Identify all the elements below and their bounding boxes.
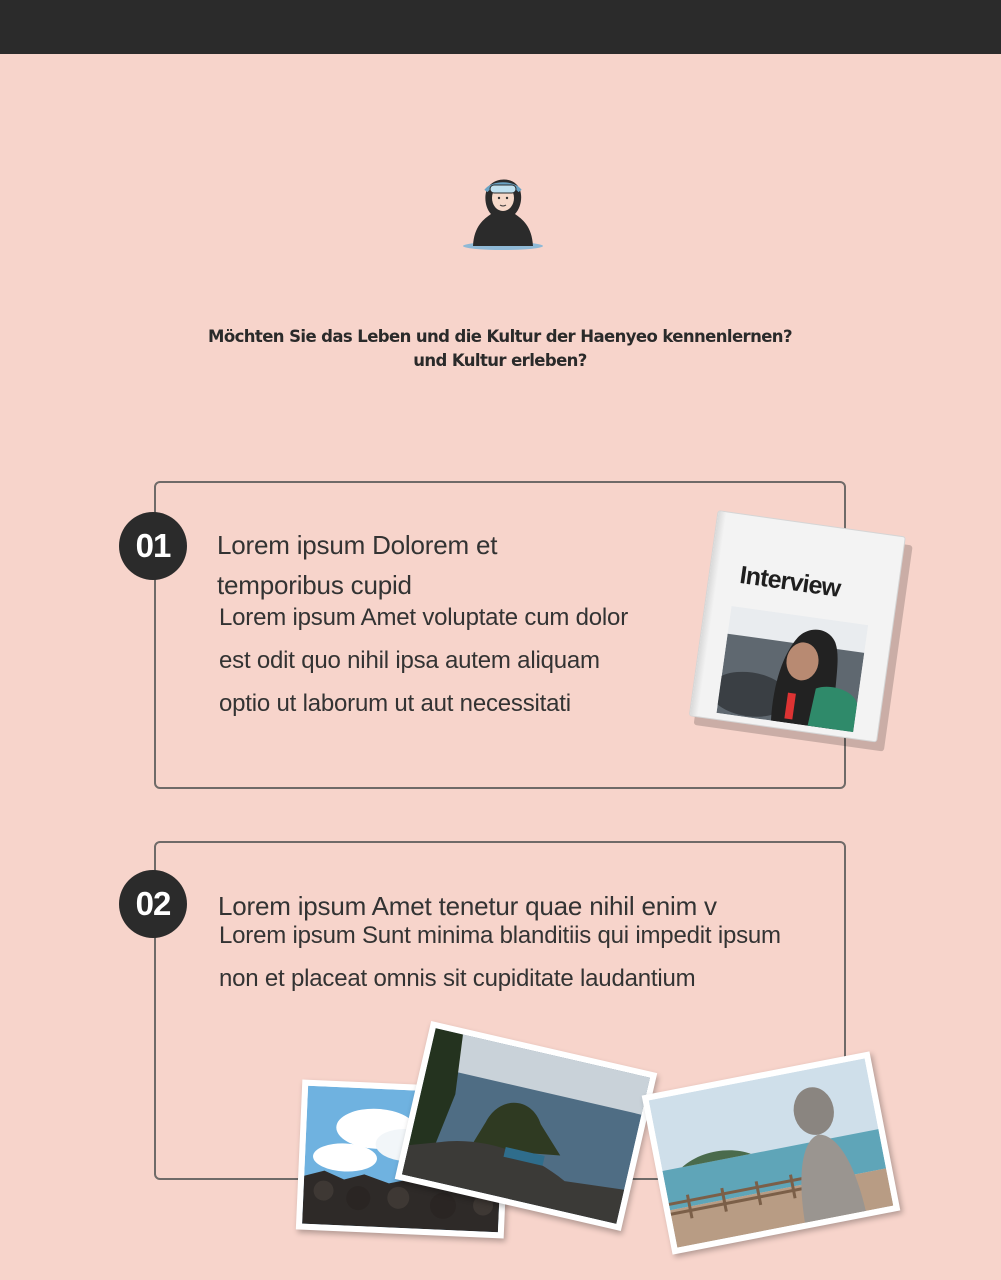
- section-title-2: Lorem ipsum Amet tenetur quae nihil enim v: [218, 891, 717, 921]
- section-body-1: Lorem ipsum Amet voluptate cum dolor est odit quo nihil ipsa autem aliquam optio ut laborum ut aut necessitati: [219, 604, 628, 717]
- section-number-badge-2: 02: [119, 870, 187, 938]
- top-bar: [0, 0, 1001, 54]
- headline-line-2: und Kultur erleben?: [413, 351, 587, 370]
- section-number-badge-1: 01: [119, 512, 187, 580]
- headline-line-1: Möchten Sie das Leben und die Kultur der Haenyeo kennenlernen?: [208, 327, 792, 346]
- section-body-2: Lorem ipsum Sunt minima blanditiis qui impedit ipsum non et placeat omnis sit cupiditate laudantium: [219, 922, 781, 992]
- page-headline: [100, 325, 900, 373]
- magazine-title: Interview: [737, 560, 843, 603]
- haenyeo-diver-icon: [460, 176, 546, 254]
- interview-magazine: [688, 510, 916, 748]
- section-title-1: Lorem ipsum Dolorem et temporibus cupid: [217, 530, 498, 600]
- magazine-cover-photo: [716, 606, 868, 732]
